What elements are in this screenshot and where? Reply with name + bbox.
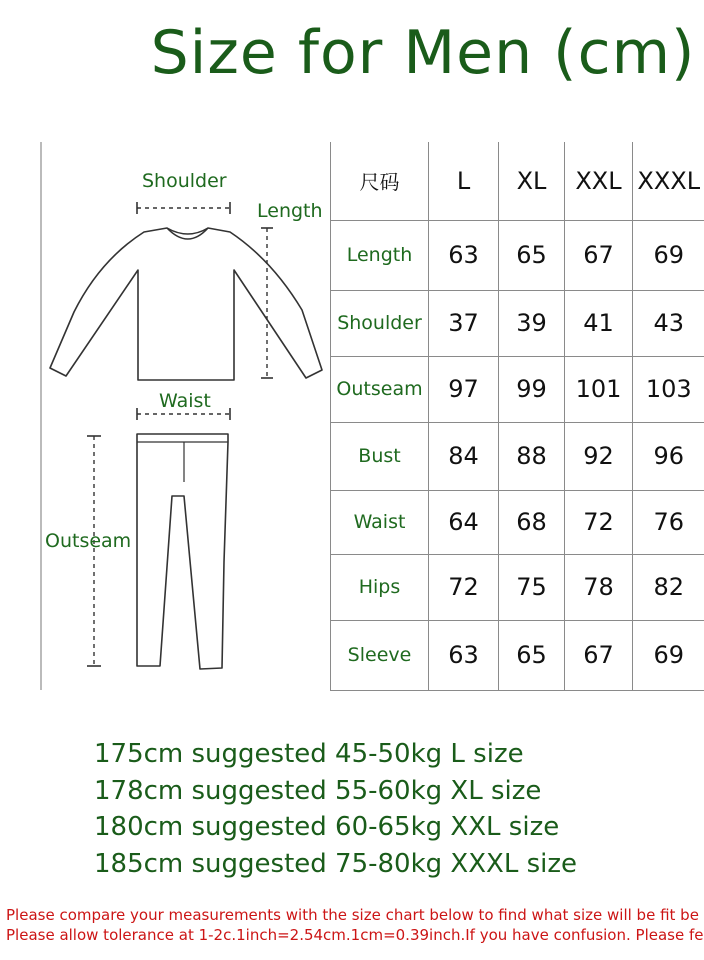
table-cell: 37 xyxy=(429,290,499,356)
table-row xyxy=(331,220,704,290)
table-cell: 65 xyxy=(499,620,565,690)
pants-outline xyxy=(137,434,228,669)
size-col-xxl: XXL xyxy=(565,142,633,220)
shirt-outline xyxy=(50,228,322,380)
table-cell: 78 xyxy=(565,554,633,620)
length-label: Length xyxy=(257,200,323,222)
table-row xyxy=(331,356,704,422)
size-col-l: L xyxy=(429,142,499,220)
outseam-label: Outseam xyxy=(45,530,132,552)
garment-diagram xyxy=(40,142,332,692)
table-cell: 39 xyxy=(499,290,565,356)
table-cell: 96 xyxy=(633,422,704,490)
table-cell: 69 xyxy=(633,620,704,690)
row-label: Bust xyxy=(331,422,429,490)
table-cell: 69 xyxy=(633,220,704,290)
table-header-row xyxy=(331,142,704,220)
row-label: Waist xyxy=(331,490,429,554)
row-label: Length xyxy=(331,220,429,290)
suggestion-line: 178cm suggested 55-60kg XL size xyxy=(94,775,542,806)
table-cell: 63 xyxy=(429,220,499,290)
note-line: Please compare your measurements with the size chart below to find what size will be fit be xyxy=(6,906,699,924)
table-cell: 88 xyxy=(499,422,565,490)
size-suggestions xyxy=(94,736,577,882)
suggestion-line: 185cm suggested 75-80kg XXXL size xyxy=(94,848,578,879)
table-cell: 65 xyxy=(499,220,565,290)
table-cell: 99 xyxy=(499,356,565,422)
table-cell: 43 xyxy=(633,290,704,356)
note-line: Please allow tolerance at 1-2c.1inch=2.54cm.1cm=0.39inch.If you have confusion. Please fe xyxy=(6,926,704,944)
table-cell: 97 xyxy=(429,356,499,422)
table-cell: 76 xyxy=(633,490,704,554)
table-row xyxy=(331,290,704,356)
table-cell: 41 xyxy=(565,290,633,356)
table-row xyxy=(331,422,704,490)
suggestion-line: 180cm suggested 60-65kg XXL size xyxy=(94,812,560,842)
shoulder-label: Shoulder xyxy=(142,170,227,192)
table-row xyxy=(331,554,704,620)
row-label: Shoulder xyxy=(331,290,429,356)
row-label: Hips xyxy=(331,554,429,620)
table-cell: 72 xyxy=(429,554,499,620)
table-cell: 92 xyxy=(565,422,633,490)
table-cell: 72 xyxy=(565,490,633,554)
size-col-xxxl: XXXL xyxy=(633,142,704,220)
table-cell: 101 xyxy=(565,356,633,422)
row-label: Outseam xyxy=(331,356,429,422)
row-label: Sleeve xyxy=(331,620,429,690)
table-cell: 68 xyxy=(499,490,565,554)
page-title: Size for Men (cm) xyxy=(150,18,696,88)
table-cell: 82 xyxy=(633,554,704,620)
table-cell: 64 xyxy=(429,490,499,554)
waist-label: Waist xyxy=(159,390,211,412)
table-cell: 75 xyxy=(499,554,565,620)
garment-illustration xyxy=(40,142,332,692)
size-col-xl: XL xyxy=(499,142,565,220)
size-header-label: 尺码 xyxy=(331,142,429,220)
measurement-note xyxy=(6,905,704,945)
table-cell: 84 xyxy=(429,422,499,490)
table-cell: 63 xyxy=(429,620,499,690)
size-table xyxy=(330,142,704,691)
table-row xyxy=(331,620,704,690)
suggestion-line: 175cm suggested 45-50kg L size xyxy=(94,739,524,769)
table-cell: 67 xyxy=(565,620,633,690)
table-cell: 67 xyxy=(565,220,633,290)
table-row xyxy=(331,490,704,554)
table-cell: 103 xyxy=(633,356,704,422)
